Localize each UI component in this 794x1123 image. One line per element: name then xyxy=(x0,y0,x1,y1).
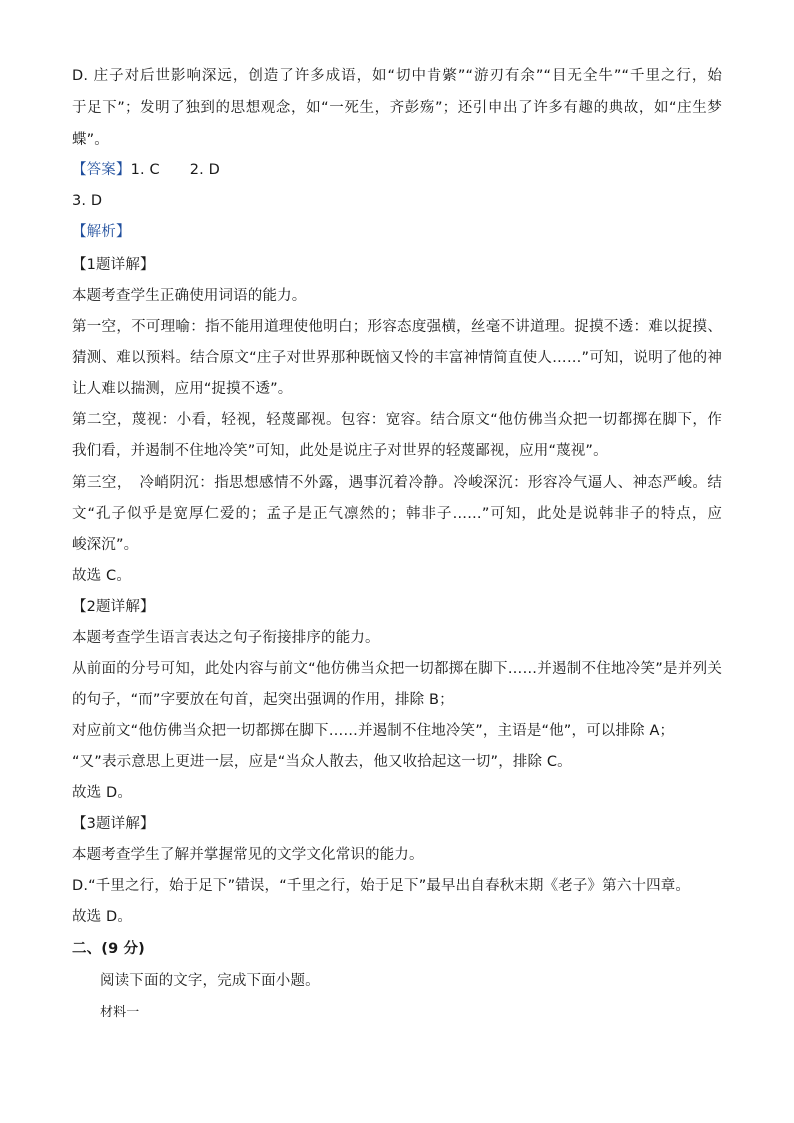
analysis-label: 【解析】 xyxy=(72,224,131,240)
q2-p2: 对应前文“他仿佛当众把一切都掷在脚下……并遏制不住地冷笑”，主语是“他”，可以排除 A； xyxy=(72,723,675,739)
answer-line xyxy=(72,160,722,180)
section2-instruction: 阅读下面的文字，完成下面小题。 xyxy=(100,973,320,989)
q1-blank2-line-2: 我们看，并遏制不住地冷笑”可知，此处是说庄子对世界的轻蔑鄙视，应用“蔑视”。 xyxy=(72,443,608,459)
q2-conclusion: 故选 D。 xyxy=(72,785,133,801)
q1-blank2-line-1: 第二空，蔑视：小看，轻视，轻蔑鄙视。包容：宽容。结合原文“他仿佛当众把一切都掷在脚下，作 xyxy=(72,412,722,428)
option-d-line-2: 于足下”；发明了独到的思想观念，如“一死生，齐彭殇”；还引申出了许多有趣的典故，如“庄生梦 xyxy=(72,100,722,116)
q2-intro: 本题考查学生语言表达之句子衔接排序的能力。 xyxy=(72,630,380,646)
answer-q3: 3. D xyxy=(72,193,103,209)
q1-conclusion: 故选 C。 xyxy=(72,568,131,584)
q2-p1-line-1: 从前面的分号可知，此处内容与前文“他仿佛当众把一切都掷在脚下……并遏制不住地冷笑”是并列关 xyxy=(72,661,722,677)
q1-blank3-line-1: 第三空， 冷峭阴沉：指思想感情不外露，遇事沉着冷静。冷峻深沉：形容冷气逼人、神态严峻。结 xyxy=(72,475,722,491)
q3-conclusion: 故选 D。 xyxy=(72,909,133,925)
q2-p1-line-2: 的句子，“而”字要放在句首，起突出强调的作用，排除 B； xyxy=(72,692,454,708)
option-d-line-3: 蝶”。 xyxy=(72,132,109,148)
q3-p1: D.“千里之行，始于足下”错误，“千里之行，始于足下”最早出自春秋末期《老子》第六十四章。 xyxy=(72,878,691,894)
q3-intro: 本题考查学生了解并掌握常见的文学文化常识的能力。 xyxy=(72,847,424,863)
answer-q2: 2. D xyxy=(189,162,220,178)
section2-material-label: 材料一 xyxy=(100,1005,140,1020)
section2-title: 二、(9 分) xyxy=(72,941,145,957)
answer-q1: 1. C xyxy=(130,162,160,178)
q1-blank1-line-2: 猜测、难以预料。结合原文“庄子对世界那种既恼又怜的丰富神情简直使人……”可知，说明了他的神 xyxy=(72,350,722,366)
q3-heading: 【3题详解】 xyxy=(72,816,155,832)
q1-intro: 本题考查学生正确使用词语的能力。 xyxy=(72,288,307,304)
option-d-line-1: D. 庄子对后世影响深远，创造了许多成语，如“切中肯綮”“游刃有余”“目无全牛”“千里之行，始 xyxy=(72,68,722,84)
q1-blank3-line-3: 峻深沉”。 xyxy=(72,537,139,553)
q1-blank1-line-3: 让人难以揣测，应用“捉摸不透”。 xyxy=(72,381,293,397)
q1-blank3-line-2: 文“孔子似乎是宽厚仁爱的；孟子是正气凛然的；韩非子……”可知，此处是说韩非子的特点，应 xyxy=(72,506,722,522)
q1-heading: 【1题详解】 xyxy=(72,257,155,273)
q2-heading: 【2题详解】 xyxy=(72,599,155,615)
q2-p3: “又”表示意思上更进一层，应是“当众人散去，他又收拾起这一切”，排除 C。 xyxy=(72,754,572,770)
answer-label: 【答案】 xyxy=(72,162,131,178)
q1-blank1-line-1: 第一空，不可理喻：指不能用道理使他明白；形容态度强横，丝毫不讲道理。捉摸不透：难以捉摸、 xyxy=(72,319,722,335)
